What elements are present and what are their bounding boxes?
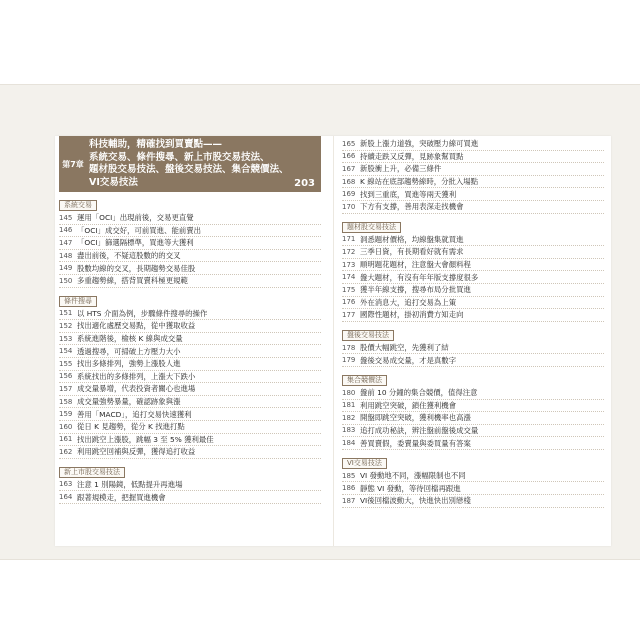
section-label-wrap: [59, 288, 321, 308]
toc-entry-title: 新股衝上升，必備三條件: [360, 164, 442, 174]
chapter-title-line: 題材股交易技法、盤後交易技法、集合競價法、: [89, 164, 289, 175]
toc-entry: [342, 271, 604, 284]
toc-entry: [59, 345, 321, 358]
toc-entry-title: 順明題花題材，注意盤大會顏料程: [360, 260, 471, 270]
toc-entry-page-number: 179: [342, 356, 356, 365]
chapter-title-line: 系統交易、條件搜尋、新上市股交易技法、: [89, 151, 270, 163]
toc-entry: [59, 308, 321, 321]
toc-entry: [59, 250, 321, 263]
toc-entry: [342, 163, 604, 176]
right-column: [342, 138, 604, 508]
toc-entry-page-number: 172: [342, 247, 356, 256]
toc-entry: [342, 342, 604, 355]
toc-entry-page-number: 175: [342, 285, 356, 294]
toc-entry-page-number: 161: [59, 435, 73, 444]
section-label: 系統交易: [59, 200, 97, 211]
toc-entry: [342, 425, 604, 438]
toc-entry: [342, 309, 604, 322]
toc-entry-title: 找到三重底，買進等兩天獲利: [360, 189, 457, 199]
toc-entry-page-number: 147: [59, 238, 73, 247]
toc-entry: [59, 408, 321, 421]
toc-entry-title: 跟著規模走，把握買進機會: [77, 492, 166, 502]
toc-entry: [59, 383, 321, 396]
chapter-header: [59, 136, 321, 192]
toc-entry-page-number: 149: [59, 264, 73, 273]
toc-entry: [59, 491, 321, 504]
toc-entry: [342, 437, 604, 450]
toc-entry-title: K 線站在底部趨勢線時，分批入場點: [360, 177, 479, 187]
toc-entry: [59, 275, 321, 288]
toc-entry-page-number: 174: [342, 273, 356, 282]
toc-entry: [342, 246, 604, 259]
toc-entry: [342, 400, 604, 413]
toc-entry-page-number: 145: [59, 213, 73, 222]
toc-entry-title: 成交量暴增，代表投資者關心也進場: [77, 384, 196, 394]
toc-entry-title: 靜態 VI 發動，等待回檔再跟進: [360, 483, 461, 493]
toc-entry-title: 注意 1 別陽鏡，低點提升再進場: [77, 479, 183, 489]
toc-entry-page-number: 160: [59, 422, 73, 431]
toc-entry: [59, 262, 321, 275]
toc-entry: [342, 297, 604, 310]
toc-entry-title: 善用「MACD」，追打交易快速獲利: [77, 409, 192, 419]
toc-entry: [342, 470, 604, 483]
section-label: 集合競價法: [342, 375, 387, 386]
toc-entry-title: 系統找出的多條排列，上漲大下跌小: [77, 371, 196, 381]
toc-entry-title: 找出多條排列，強勢上漲股人進: [77, 359, 181, 369]
toc-entry-title: 找出適化處歷交易點，從中獲取收益: [77, 321, 196, 331]
toc-entry-title: 洞悉題材價格，均線盤集就買進: [360, 234, 464, 244]
toc-entry-title: 系統進階後，檢核 K 線與成交量: [77, 334, 183, 344]
toc-entry: [59, 421, 321, 434]
toc-entry-page-number: 150: [59, 276, 73, 285]
toc-entry-title: 找出跳空上漲股，跳幅 3 至 5% 獲利最佳: [77, 434, 214, 444]
toc-entry-page-number: 163: [59, 480, 73, 489]
toc-entry-page-number: 164: [59, 493, 73, 502]
toc-entry-title: 持續走跌又反彈，見跡象幫買點: [360, 151, 464, 161]
chapter-page-number: 203: [294, 178, 315, 189]
chapter-title: [87, 136, 321, 192]
toc-entry-title: 國際性題材，掛初消費方知走向: [360, 310, 464, 320]
toc-entry-page-number: 151: [59, 309, 73, 318]
toc-entry-title: 股價大幅跳空，先獲利了結: [360, 343, 449, 353]
chapter-badge: 第7章: [62, 159, 84, 169]
toc-entry-title: VI 發動地不同，漲幅限制也不同: [360, 471, 466, 481]
section-label-wrap: [59, 192, 321, 212]
toc-entry-title: 獲半年線支撐，搜尋布局分批買進: [360, 285, 471, 295]
section-label-wrap: [342, 322, 604, 342]
toc-entry-page-number: 167: [342, 164, 356, 173]
toc-entry-page-number: 154: [59, 347, 73, 356]
toc-entry-title: 從日 K 見趨勢，從分 K 找進打點: [77, 422, 185, 432]
toc-entry-title: 開盤即跳空突破，獲利機率也高漲: [360, 413, 471, 423]
toc-entry-title: 盤大題材，有沒有年年版支撐度很多: [360, 272, 479, 282]
toc-entry-page-number: 186: [342, 484, 356, 493]
section-label: 題材股交易技法: [342, 222, 401, 233]
toc-entry: [342, 151, 604, 164]
toc-entry: [342, 201, 604, 214]
toc-entry-title: 運用「OCI」出現前後，交易更直覺: [77, 213, 194, 223]
toc-entry-page-number: 182: [342, 413, 356, 422]
toc-entry-page-number: 165: [342, 139, 356, 148]
left-column: [59, 136, 321, 504]
toc-entry-title: 善買賣假，委賣量與委買量有答案: [360, 438, 471, 448]
toc-entry-page-number: 168: [342, 177, 356, 186]
toc-entry: [59, 333, 321, 346]
toc-entry: [59, 479, 321, 492]
toc-entry: [59, 434, 321, 447]
toc-entry-page-number: 162: [59, 447, 73, 456]
toc-entry: [59, 225, 321, 238]
toc-entry-title: 多重趨勢線，搭背買賣科極更規範: [77, 276, 188, 286]
toc-entry: [59, 237, 321, 250]
section-label: 新上市股交易技法: [59, 467, 125, 478]
section-label-wrap: [342, 450, 604, 470]
toc-entry: [342, 176, 604, 189]
section-label: VI交易技法: [342, 458, 387, 469]
toc-entry-title: 透過搜尋，可掃破上方壓力大小: [77, 346, 181, 356]
section-label-wrap: [342, 367, 604, 387]
toc-entry-page-number: 184: [342, 439, 356, 448]
toc-entry-page-number: 152: [59, 321, 73, 330]
toc-entry-page-number: 159: [59, 410, 73, 419]
toc-entry: [59, 371, 321, 384]
toc-entry-page-number: 181: [342, 401, 356, 410]
toc-entry-title: 三季日資，有長期看好就有需求: [360, 247, 464, 257]
toc-entry-page-number: 185: [342, 471, 356, 480]
toc-entry: [342, 259, 604, 272]
toc-entry-title: 利用跳空突破，鎖住獲利機會: [360, 400, 457, 410]
toc-entry-page-number: 183: [342, 426, 356, 435]
chapter-title-line: VI交易技法: [89, 176, 138, 188]
toc-entry: [59, 212, 321, 225]
toc-entry-page-number: 178: [342, 343, 356, 352]
toc-entry: [59, 396, 321, 409]
toc-entry: [342, 482, 604, 495]
toc-entry-title: 股數均線的交叉，長期趨勢交易佳股: [77, 263, 196, 273]
toc-entry: [59, 446, 321, 459]
toc-entry-title: 盤前 10 分鐘的集合競價，值得注意: [360, 388, 478, 398]
toc-entry-page-number: 187: [342, 496, 356, 505]
toc-entry-page-number: 156: [59, 372, 73, 381]
toc-entry-page-number: 171: [342, 235, 356, 244]
toc-entry-page-number: 170: [342, 202, 356, 211]
toc-page: [55, 136, 611, 546]
toc-entry-page-number: 180: [342, 388, 356, 397]
toc-entry-title: 成交量強勢暴量，確認跡象與漲: [77, 397, 181, 407]
toc-entry: [342, 354, 604, 367]
toc-entry-page-number: 173: [342, 260, 356, 269]
toc-entry: [59, 358, 321, 371]
toc-entry-page-number: 158: [59, 397, 73, 406]
toc-entry-title: VI後回檔波動大，快進快出別戀棧: [360, 496, 471, 506]
toc-entry-page-number: 153: [59, 334, 73, 343]
toc-entry-page-number: 166: [342, 152, 356, 161]
toc-entry: [342, 188, 604, 201]
toc-entry-page-number: 169: [342, 190, 356, 199]
toc-entry-title: 盤後交易成交量，才是真數字: [360, 355, 457, 365]
toc-entry-title: 外在消息大，追打交易為上策: [360, 297, 457, 307]
toc-entry-title: 新股上漲力道強，突破壓力線可買進: [360, 139, 479, 149]
toc-entry-page-number: 146: [59, 226, 73, 235]
section-label-wrap: [342, 214, 604, 234]
section-label: 條件搜尋: [59, 296, 97, 307]
section-label-wrap: [59, 459, 321, 479]
toc-entry: [59, 320, 321, 333]
toc-entry-page-number: 176: [342, 298, 356, 307]
toc-entry: [342, 412, 604, 425]
toc-entry-title: 盡出前後，不疑這股數的的交叉: [77, 251, 181, 261]
toc-entry: [342, 387, 604, 400]
toc-entry-title: 利用跳空回補與反彈，獲得追打收益: [77, 447, 196, 457]
toc-entry-page-number: 177: [342, 310, 356, 319]
toc-entry-title: 以 HTS 介面為例，步驟條件搜尋的操作: [77, 308, 208, 318]
chapter-title-line: 科技輔助，精確找到買賣點——: [89, 139, 223, 150]
toc-entry: [342, 284, 604, 297]
toc-entry-page-number: 157: [59, 384, 73, 393]
toc-entry-title: 下方有支撐，善用表深走找機會: [360, 202, 464, 212]
toc-entry-title: 追打成功秘訣，辨注盤前盤後成交量: [360, 425, 479, 435]
toc-entry-title: 「OCI」篩選隔標準，買進等大獲利: [77, 238, 194, 248]
toc-entry: [342, 138, 604, 151]
toc-entry: [342, 234, 604, 247]
toc-entry-page-number: 148: [59, 251, 73, 260]
section-label: 盤後交易技法: [342, 330, 394, 341]
column-divider: [333, 136, 334, 546]
toc-entry-page-number: 155: [59, 359, 73, 368]
toc-entry-title: 「OCI」成交好，可前買進、能前賣出: [77, 225, 202, 235]
toc-entry: [342, 495, 604, 508]
